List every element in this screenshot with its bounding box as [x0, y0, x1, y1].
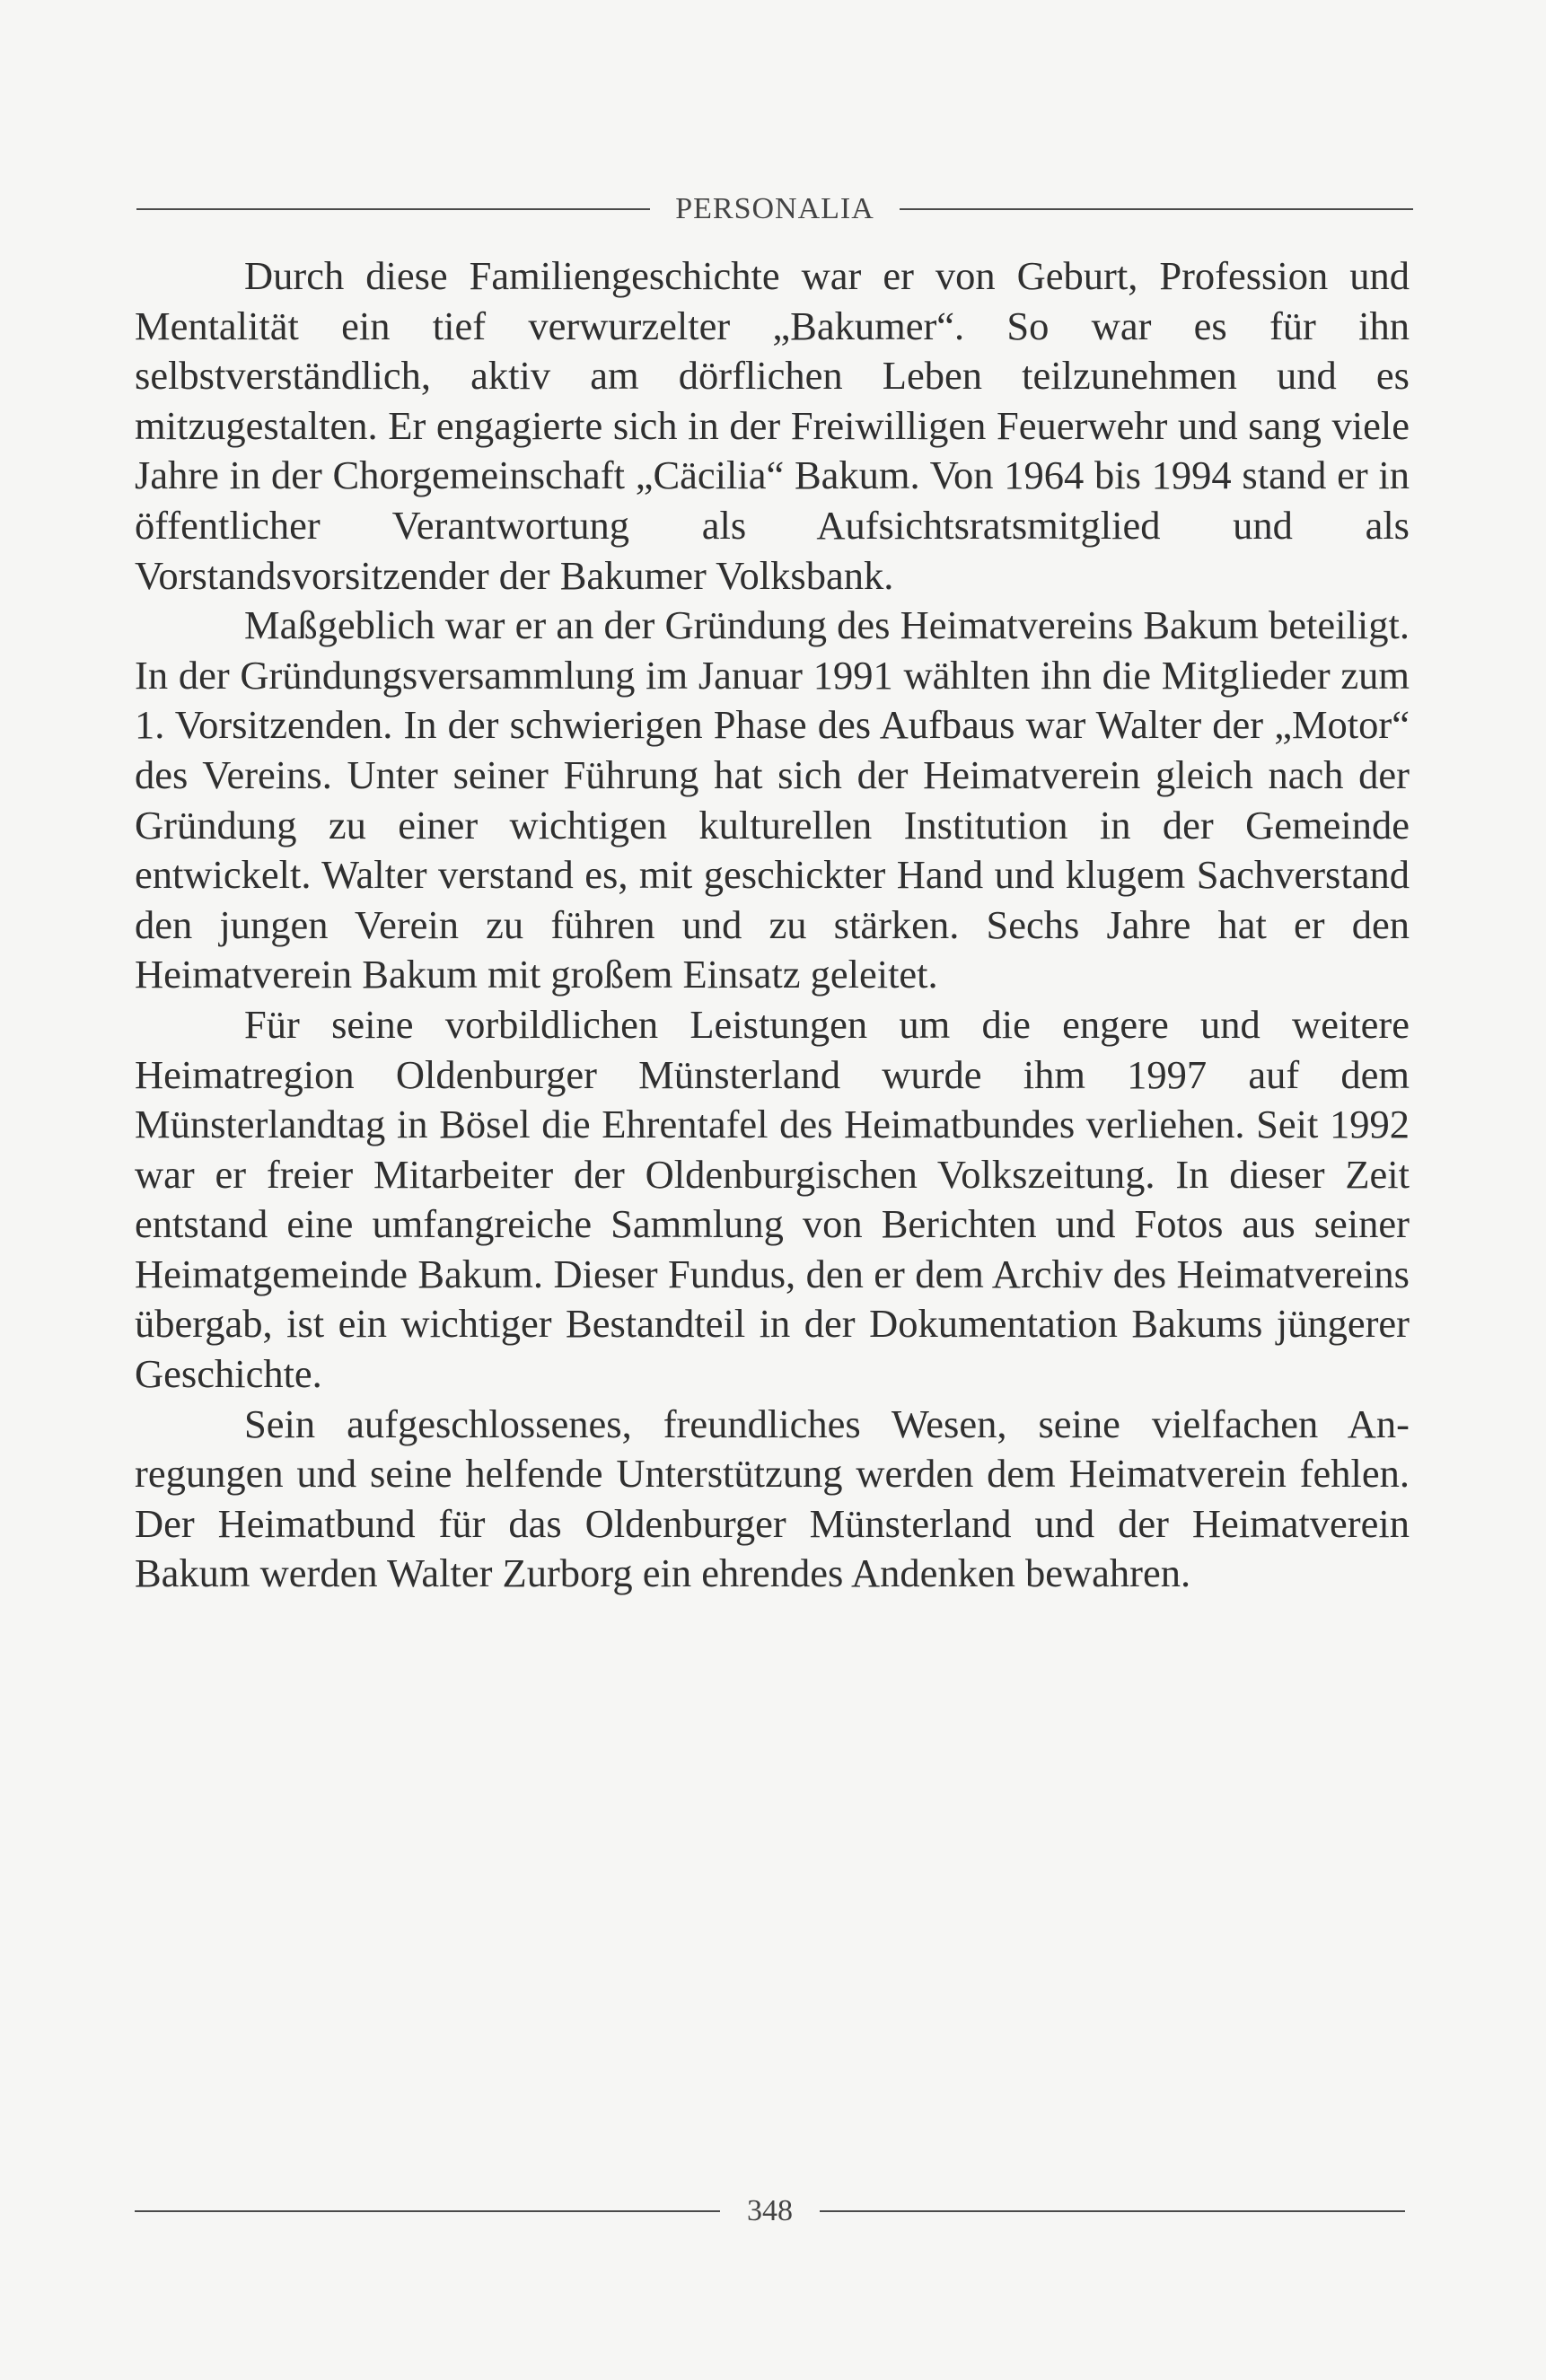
- footer-rule-left: [135, 2210, 720, 2212]
- paragraph-3: Für seine vorbildlichen Leistungen um die engere und weitere Heimatregion Oldenburger Münsterland wurde ihm 1997 auf dem Münsterlandtag in Bösel die Ehrentafel des Heimatbundes verliehen. Seit 1992 war er freier Mitarbeiter der Oldenburgischen Volkszeitung. In dieser Zeit entstand eine umfangreiche Sammlung von Berichten und Fotos aus seiner Heimatgemeinde Bakum. Dieser Fundus, den er dem Archiv des Heimatvereins übergab, ist ein wichtiger Bestandteil in der Dokumentation Bakums jüngerer Geschichte.: [135, 1001, 1410, 1397]
- running-head: [136, 187, 1413, 232]
- running-head-rule-left: [136, 208, 650, 210]
- paragraph-2: Maßgeblich war er an der Gründung des Heimatvereins Bakum beteiligt. In der Gründungsversammlung im Januar 1991 wählten ihn die Mitglieder zum 1. Vorsitzenden. In der schwierigen Phase des Aufbaus war Walter der „Motor“ des Vereins. Unter seiner Führung hat sich der Heimatverein gleich nach der Gründung zu einer wichtigen kulturellen Institution in der Gemeinde entwickelt. Walter verstand es, mit geschickter Hand und klugem Sachverstand den jungen Verein zu führen und zu stärken. Sechs Jahre hat er den Heimatverein Bakum mit großem Einsatz geleitet.: [135, 602, 1410, 997]
- body-text: [135, 251, 1410, 1599]
- running-head-title: PERSONALIA: [675, 192, 874, 225]
- page-number: 348: [747, 2194, 793, 2227]
- page-footer: [135, 2189, 1405, 2234]
- paragraph-1: Durch diese Familiengeschichte war er von Geburt, Profession und Mentalität ein tief verwurzelter „Bakumer“. So war es für ihn selbstverständlich, aktiv am dörflichen Leben teilzunehmen und es mitzugestalten. Er engagierte sich in der Freiwilligen Feuerwehr und sang viele Jahre in der Chorgemeinschaft „Cäcilia“ Bakum. Von 1964 bis 1994 stand er in öffentlicher Verantwortung als Aufsichtsratsmitglied und als Vorstandsvorsitzender der Bakumer Volksbank.: [135, 253, 1410, 598]
- footer-rule-right: [820, 2210, 1405, 2212]
- running-head-rule-right: [900, 208, 1413, 210]
- paragraph-4: Sein aufgeschlossenes, freundliches Wesen, seine vielfachen Anregungen und seine helfende Unterstützung werden dem Heimatverein fehlen. Der Heimatbund für das Oldenburger Münsterland und der Heimatverein Bakum werden Walter Zurborg ein ehrendes Andenken bewahren.: [135, 1401, 1410, 1596]
